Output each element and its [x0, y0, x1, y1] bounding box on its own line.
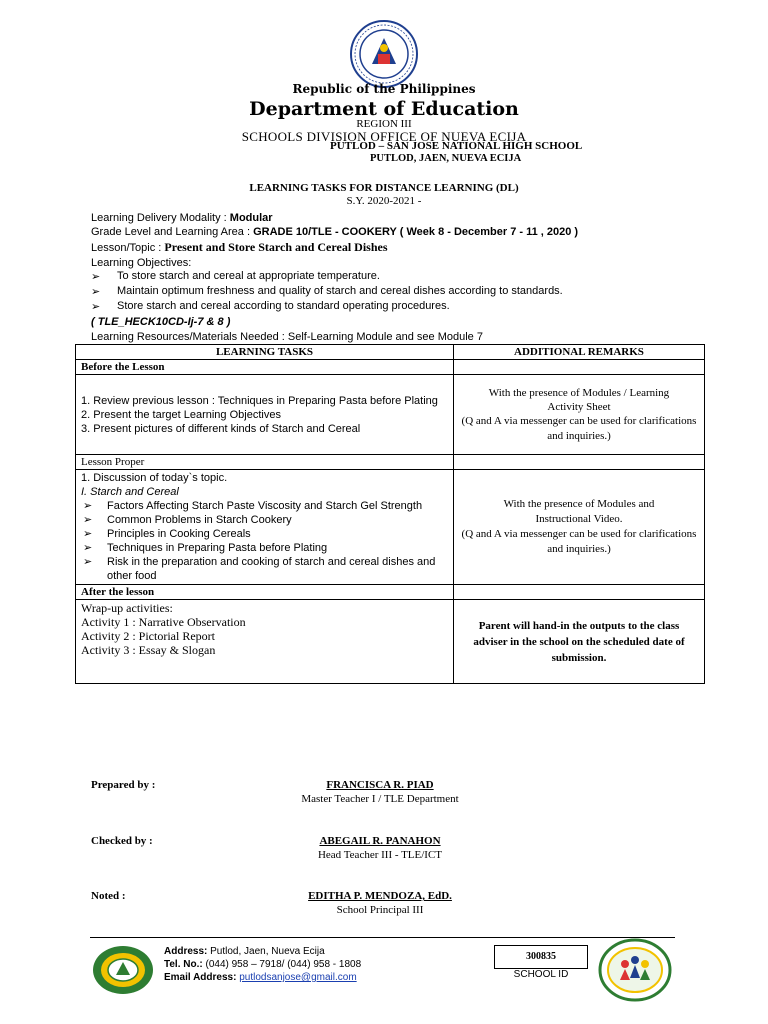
school-id-value: 300835: [494, 945, 588, 969]
list-item: ➢ Common Problems in Starch Cookery: [83, 514, 292, 526]
arrow-bullet-icon: ➢: [91, 286, 101, 298]
arrow-bullet-icon: ➢: [91, 271, 101, 283]
document-title: LEARNING TASKS FOR DISTANCE LEARNING (DL): [249, 182, 519, 194]
email-link[interactable]: putlodsanjose@gmail.com: [239, 972, 357, 983]
table-header-row: [76, 345, 705, 360]
table-row: [76, 375, 705, 455]
department-heading: Department of Education: [249, 98, 519, 120]
list-item: ➢ Factors Affecting Starch Paste Viscosity and Starch Gel Strength: [83, 500, 423, 512]
school-address: PUTLOD, JAEN, NUEVA ECIJA: [370, 153, 522, 164]
arrow-bullet-icon: ➢: [83, 556, 93, 568]
checked-by-title: Head Teacher III - TLE/ICT: [317, 849, 443, 861]
list-item: 2. Present the target Learning Objectives: [81, 408, 281, 421]
list-item: 1. Discussion of today`s topic.: [81, 472, 228, 484]
table-row: [76, 470, 705, 585]
grade-value: GRADE 10/TLE - COOKERY ( Week 8 - December 7 - 11 , 2020 ): [253, 226, 579, 238]
after-lesson-tasks: [76, 600, 454, 684]
deped-seal-icon: [350, 20, 418, 88]
list-item: I. Starch and Cereal: [81, 486, 179, 498]
modality-value: Modular: [229, 212, 273, 224]
noted-by-title: School Principal III: [336, 904, 424, 916]
prepared-by-label: Prepared by :: [91, 779, 156, 791]
checked-by-name: ABEGAIL R. PANAHON: [319, 835, 441, 847]
list-item: Activity 2 : Pictorial Report: [81, 629, 215, 643]
learning-tasks-table: [75, 344, 705, 684]
grade-label: Grade Level and Learning Area :: [91, 226, 254, 238]
list-item: 1. Review previous lesson : Techniques in Preparing Pasta before Plating: [81, 394, 438, 407]
topic-value: Present and Store Starch and Cereal Dishes: [164, 240, 388, 254]
lesson-proper-remark: With the presence of Modules and Instructional Video. (Q and A via messenger can be used for clarifications and inquiries.): [454, 470, 705, 585]
table-row: [76, 585, 705, 600]
checked-by-label: Checked by :: [91, 835, 153, 847]
topic-label: Lesson/Topic :: [91, 242, 165, 254]
column-header-remarks: ADDITIONAL REMARKS: [454, 345, 705, 360]
grade-line: [91, 225, 578, 239]
before-lesson-tasks: [76, 375, 454, 455]
noted-by-label: Noted :: [91, 890, 126, 902]
prepared-by-name: FRANCISCA R. PIAD: [326, 779, 434, 791]
list-item: ➢ Techniques in Preparing Pasta before Plating: [83, 542, 328, 554]
list-item: Activity 1 : Narrative Observation: [81, 615, 246, 629]
resources-line: Learning Resources/Materials Needed : Self-Learning Module and see Module 7: [91, 331, 483, 343]
list-item: ➢ Risk in the preparation and cooking of starch and cereal dishes and other food: [83, 556, 436, 582]
arrow-bullet-icon: ➢: [83, 514, 93, 526]
list-item: 3. Present pictures of different kinds of Starch and Cereal: [81, 422, 361, 435]
noted-by-name: EDITHA P. MENDOZA, EdD.: [308, 890, 452, 902]
table-row: [76, 455, 705, 470]
school-logo-icon: [92, 945, 154, 995]
school-year: S.Y. 2020-2021 -: [346, 195, 422, 207]
footer-telephone: Tel. No.: (044) 958 – 7918/ (044) 958 - 1808: [164, 959, 362, 970]
footer-divider: [90, 937, 675, 938]
arrow-bullet-icon: ➢: [91, 301, 101, 313]
division-heading: SCHOOLS DIVISION OFFICE OF NUEVA ECIJA: [241, 129, 527, 144]
list-item: ➢ Principles in Cooking Cereals: [83, 528, 251, 540]
arrow-bullet-icon: ➢: [83, 500, 93, 512]
footer-email: Email Address: putlodsanjose@gmail.com: [164, 972, 357, 983]
republic-heading: Republic of the Philippines: [292, 82, 476, 96]
arrow-bullet-icon: ➢: [83, 528, 93, 540]
topic-line: [91, 240, 388, 255]
school-id-label: SCHOOL ID: [513, 969, 569, 980]
objectives-label: Learning Objectives:: [91, 257, 192, 269]
table-row: [76, 360, 705, 375]
school-name: PUTLOD – SAN JOSE NATIONAL HIGH SCHOOL: [330, 140, 583, 152]
table-row: [76, 600, 705, 684]
arrow-bullet-icon: ➢: [83, 542, 93, 554]
footer-contact: [164, 945, 361, 984]
region-heading: REGION III: [356, 118, 412, 130]
before-lesson-remark: With the presence of Modules / Learning Activity Sheet (Q and A via messenger can be used for clarifications and inquiries.): [454, 375, 705, 455]
modality-line: [91, 211, 273, 225]
lesson-proper-list: [81, 499, 448, 583]
competency-code: ( TLE_HECK10CD-Ij-7 & 8 ): [91, 316, 231, 328]
prepared-by-title: Master Teacher I / TLE Department: [301, 793, 459, 805]
lesson-proper-heading: Lesson Proper: [76, 455, 454, 470]
list-item: Activity 3 : Essay & Slogan: [81, 643, 216, 657]
list-item: Wrap-up activities:: [81, 601, 173, 615]
modality-label: Learning Delivery Modality :: [91, 212, 230, 224]
before-lesson-heading: Before the Lesson: [76, 360, 454, 375]
child-friendly-school-icon: [598, 938, 672, 1002]
after-lesson-remark: Parent will hand-in the outputs to the class adviser in the school on the scheduled date of submission.: [454, 600, 705, 684]
after-lesson-heading: After the lesson: [76, 585, 454, 600]
footer-address: Address: Putlod, Jaen, Nueva Ecija: [164, 946, 325, 957]
lesson-proper-tasks: [76, 470, 454, 585]
column-header-tasks: LEARNING TASKS: [76, 345, 454, 360]
